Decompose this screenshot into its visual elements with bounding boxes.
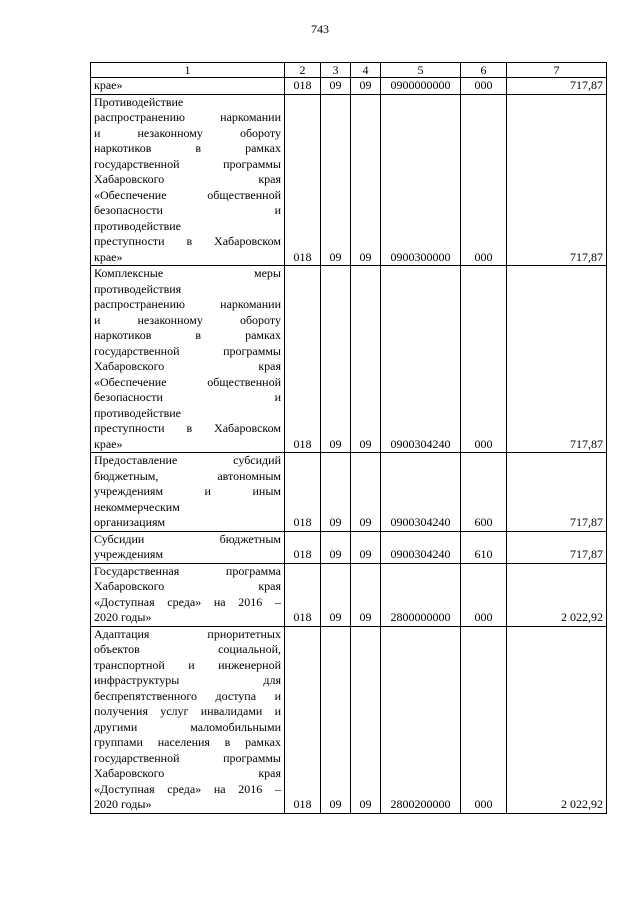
row-amount: 717,87 (507, 94, 607, 266)
row-subsection-code: 09 (351, 94, 381, 266)
row-admin-code: 018 (285, 266, 321, 453)
row-name-line: организациям (94, 515, 166, 529)
row-name-line: Адаптация приоритетных (94, 626, 281, 641)
row-name-line: противодействия (94, 281, 182, 296)
row-name-line: распространению наркомании (94, 297, 281, 311)
table-row (91, 531, 607, 563)
header-col-2: 2 (285, 63, 321, 78)
row-admin-code: 018 (285, 626, 321, 813)
row-name-line: учреждениям (94, 547, 164, 561)
row-subsection-code: 09 (351, 531, 381, 563)
row-name-line: крае» (94, 249, 123, 264)
row-name-cell (91, 626, 285, 813)
row-name-line: 2020 годы» (94, 797, 152, 811)
row-name-line: Предоставление субсидий (94, 453, 281, 467)
header-row (91, 63, 607, 78)
header-col-7: 7 (507, 63, 607, 78)
row-subsection-code: 09 (351, 453, 381, 532)
table-row (91, 563, 607, 626)
row-subsection-code: 09 (351, 563, 381, 626)
row-section-code: 09 (321, 94, 351, 266)
row-admin-code: 018 (285, 531, 321, 563)
row-name-line: группами населения в рамках (94, 735, 281, 749)
row-name-line: Комплексные меры (94, 266, 281, 280)
row-admin-code: 018 (285, 453, 321, 532)
row-name-cell (91, 78, 285, 95)
row-name-line: безопасности и (94, 390, 281, 404)
row-subsection-code: 09 (351, 626, 381, 813)
row-amount: 717,87 (507, 78, 607, 95)
row-expense-type-code: 610 (461, 531, 507, 563)
header-col-1: 1 (91, 63, 285, 78)
row-section-code: 09 (321, 626, 351, 813)
row-name-line: наркотиков в рамках (94, 141, 281, 155)
row-name-line: Хабаровского края (94, 172, 281, 186)
row-name-line: объектов социальной, (94, 642, 281, 656)
row-name-line: «Обеспечение общественной (94, 374, 281, 389)
row-name-cell (91, 266, 285, 453)
row-target-item-code: 0900304240 (381, 453, 461, 532)
header-col-5: 5 (381, 63, 461, 78)
row-admin-code: 018 (285, 563, 321, 626)
row-name-line: противодействие (94, 218, 182, 233)
row-name-cell (91, 94, 285, 266)
row-name-line: Противодействие (94, 94, 184, 109)
header-col-3: 3 (321, 63, 351, 78)
row-name-line: 2020 годы» (94, 610, 152, 624)
row-expense-type-code: 600 (461, 453, 507, 532)
row-amount: 2 022,92 (507, 563, 607, 626)
row-section-code: 09 (321, 453, 351, 532)
row-admin-code: 018 (285, 78, 321, 95)
row-name-line: безопасности и (94, 203, 281, 217)
row-name-cell (91, 531, 285, 563)
row-expense-type-code: 000 (461, 626, 507, 813)
row-name-line: «Доступная среда» на 2016 – (94, 594, 281, 609)
row-name-line: преступности в Хабаровском (94, 234, 281, 248)
row-name-line: и незаконному обороту (94, 312, 281, 327)
row-section-code: 09 (321, 531, 351, 563)
row-name-cell (91, 563, 285, 626)
table-row (91, 94, 607, 266)
header-col-6: 6 (461, 63, 507, 78)
row-target-item-code: 0900304240 (381, 531, 461, 563)
row-subsection-code: 09 (351, 266, 381, 453)
row-name-line: государственной программы (94, 343, 281, 358)
page-number: 743 (311, 22, 329, 36)
row-amount: 2 022,92 (507, 626, 607, 813)
row-admin-code: 018 (285, 94, 321, 266)
row-name-line: Хабаровского края (94, 579, 281, 593)
budget-table (90, 62, 607, 814)
row-section-code: 09 (321, 78, 351, 95)
row-target-item-code: 0900304240 (381, 266, 461, 453)
row-section-code: 09 (321, 563, 351, 626)
row-name-line: распространению наркомании (94, 110, 281, 124)
row-name-line: наркотиков в рамках (94, 328, 281, 342)
row-subsection-code: 09 (351, 78, 381, 95)
row-target-item-code: 0900300000 (381, 94, 461, 266)
table-row (91, 453, 607, 532)
row-expense-type-code: 000 (461, 266, 507, 453)
row-name-line: «Доступная среда» на 2016 – (94, 781, 281, 796)
table-row (91, 78, 607, 95)
row-name-line: некоммерческим (94, 499, 180, 514)
row-name-line: Государственная программа (94, 563, 281, 578)
row-expense-type-code: 000 (461, 563, 507, 626)
row-name-line: бюджетным, автономным (94, 468, 281, 483)
row-name-cell (91, 453, 285, 532)
table-row (91, 626, 607, 813)
table-row (91, 266, 607, 453)
row-name-line: учреждениям и иным (94, 484, 281, 498)
row-name-line: Хабаровского края (94, 766, 281, 780)
row-amount: 717,87 (507, 453, 607, 532)
header-col-4: 4 (351, 63, 381, 78)
row-target-item-code: 0900000000 (381, 78, 461, 95)
row-name-line: государственной программы (94, 156, 281, 171)
row-name-line: противодействие (94, 405, 182, 420)
row-name-line: крае» (94, 78, 123, 92)
row-amount: 717,87 (507, 531, 607, 563)
row-section-code: 09 (321, 266, 351, 453)
row-name-line: «Обеспечение общественной (94, 187, 281, 202)
row-target-item-code: 2800000000 (381, 563, 461, 626)
row-name-line: инфраструктуры для (94, 673, 281, 687)
row-name-line: транспортной и инженерной (94, 657, 281, 672)
row-name-line: Субсидии бюджетным (94, 531, 281, 546)
row-name-line: получения услуг инвалидами и (94, 704, 281, 718)
row-amount: 717,87 (507, 266, 607, 453)
row-name-line: Хабаровского края (94, 359, 281, 373)
row-name-line: другими маломобильными (94, 719, 281, 734)
row-expense-type-code: 000 (461, 94, 507, 266)
row-target-item-code: 2800200000 (381, 626, 461, 813)
row-name-line: и незаконному обороту (94, 125, 281, 140)
row-expense-type-code: 000 (461, 78, 507, 95)
table-body (91, 78, 607, 814)
row-name-line: государственной программы (94, 750, 281, 765)
row-name-line: беспрепятственного доступа и (94, 688, 281, 703)
row-name-line: преступности в Хабаровском (94, 421, 281, 435)
row-name-line: крае» (94, 436, 123, 451)
